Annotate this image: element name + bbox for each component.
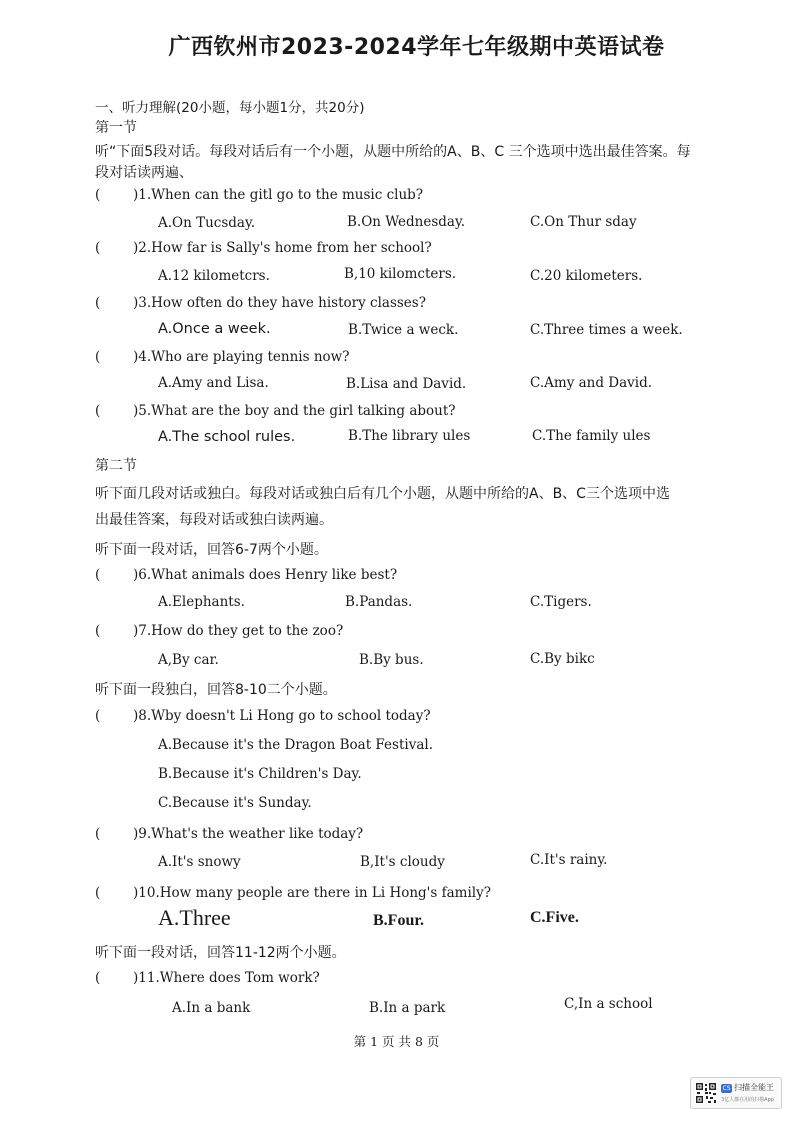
- page-title: 广西钦州市2023-2024学年七年级期中英语试卷: [168, 35, 665, 60]
- page-footer: 第 1 页 共 8 页: [353, 1034, 440, 1049]
- question-11: ( )11.Where does Tom work?: [95, 970, 320, 986]
- prompt-q6-7: 听下面一段对话，回答6-7两个小题。: [95, 542, 328, 558]
- question-3: ( )3.How often do they have history classes?: [95, 295, 426, 311]
- answer-blank[interactable]: (: [95, 240, 101, 256]
- q11-option-c: C,In a school: [564, 996, 653, 1012]
- q7-option-c: C.By bikc: [530, 651, 595, 667]
- q5-option-b: B.The library ules: [348, 428, 471, 444]
- answer-blank[interactable]: (: [95, 295, 101, 311]
- scanner-badge: [690, 1077, 782, 1109]
- section1-label: 第一节: [95, 120, 137, 136]
- q10-option-a: A.Three: [158, 905, 231, 930]
- section1-instruction-line2: 段对话读两遍、: [95, 165, 193, 181]
- q8-option-b: B.Because it's Children's Day.: [158, 766, 362, 782]
- q2-option-a: A.12 kilometcrs.: [158, 268, 270, 284]
- question-7: ( )7.How do they get to the zoo?: [95, 623, 344, 639]
- section2-label: 第二节: [95, 458, 137, 474]
- prompt-q11-12: 听下面一段对话，回答11-12两个小题。: [95, 945, 346, 961]
- q6-option-c: C.Tigers.: [530, 594, 592, 610]
- answer-blank[interactable]: (: [95, 403, 101, 419]
- answer-blank[interactable]: (: [95, 970, 101, 986]
- answer-blank[interactable]: (: [95, 349, 101, 365]
- question-1: ( )1.When can the gitl go to the music club?: [95, 187, 424, 203]
- q4-option-c: C.Amy and David.: [530, 375, 653, 391]
- qr-code-icon: [695, 1082, 717, 1104]
- q6-option-a: A.Elephants.: [158, 594, 245, 610]
- question-9: ( )9.What's the weather like today?: [95, 826, 364, 842]
- q11-option-a: A.In a bank: [172, 1000, 251, 1016]
- question-4: ( )4.Who are playing tennis now?: [95, 349, 350, 365]
- answer-blank[interactable]: (: [95, 826, 101, 842]
- q10-option-b: B.Four.: [373, 912, 424, 929]
- q3-option-a: A.Once a week.: [158, 321, 271, 337]
- answer-blank[interactable]: (: [95, 708, 101, 724]
- question-5: ( )5.What are the boy and the girl talking about?: [95, 403, 456, 419]
- section2-instruction-line1: 听下面几段对话或独白。每段对话或独白后有几个小题，从题中所给的A、B、C三个选项中选: [95, 486, 670, 502]
- question-6: ( )6.What animals does Henry like best?: [95, 567, 398, 583]
- answer-blank[interactable]: (: [95, 567, 101, 583]
- answer-blank[interactable]: (: [95, 187, 101, 203]
- q4-option-b: B.Lisa and David.: [346, 376, 467, 392]
- q1-option-b: B.On Wednesday.: [347, 214, 466, 230]
- answer-blank[interactable]: (: [95, 885, 101, 901]
- q10-option-c: C.Five.: [530, 909, 579, 926]
- section2-instruction-line2: 出最佳答案，每段对话或独白读两遍。: [95, 512, 333, 528]
- scanner-logo-icon: CS: [722, 1085, 731, 1092]
- q11-option-b: B.In a park: [369, 1000, 446, 1016]
- q8-option-c: C.Because it's Sunday.: [158, 795, 312, 811]
- q3-option-c: C.Three times a week.: [530, 322, 683, 338]
- part1-heading: 一、听力理解(20小题，每小题1分，共20分): [95, 100, 365, 116]
- scanner-app-name: 扫描全能王: [734, 1083, 774, 1092]
- q5-option-a: A.The school rules.: [158, 429, 296, 445]
- q9-option-b: B,It's cloudy: [360, 854, 445, 870]
- q8-option-a: A.Because it's the Dragon Boat Festival.: [158, 737, 434, 753]
- q4-option-a: A.Amy and Lisa.: [158, 375, 269, 391]
- question-10: ( )10.How many people are there in Li Hong's family?: [95, 885, 491, 901]
- q9-option-a: A.It's snowy: [158, 854, 241, 870]
- q2-option-c: C.20 kilometers.: [530, 268, 643, 284]
- q1-option-a: A.On Tucsday.: [158, 215, 256, 231]
- q2-option-b: B,10 kilomcters.: [344, 266, 457, 282]
- section1-instruction-line1: 听“下面5段对话。每段对话后有一个小题，从题中所给的A、B、C 三个选项中选出最佳答案。每: [95, 144, 691, 160]
- question-8: ( )8.Wby doesn't Li Hong go to school today?: [95, 708, 431, 724]
- q5-option-c: C.The family ules: [532, 428, 651, 444]
- prompt-q8-10: 听下面一段独白，回答8-10二个小题。: [95, 682, 337, 698]
- q1-option-c: C.On Thur sday: [530, 214, 637, 230]
- q7-option-a: A,By car.: [158, 652, 219, 668]
- q6-option-b: B.Pandas.: [345, 594, 413, 610]
- q7-option-b: B.By bus.: [359, 652, 424, 668]
- answer-blank[interactable]: (: [95, 623, 101, 639]
- q9-option-c: C.It's rainy.: [530, 852, 608, 868]
- question-2: ( )2.How far is Sally's home from her school?: [95, 240, 432, 256]
- scanner-app-tagline: 3亿人都在用的扫描App: [721, 1097, 774, 1103]
- q3-option-b: B.Twice a weck.: [348, 322, 459, 338]
